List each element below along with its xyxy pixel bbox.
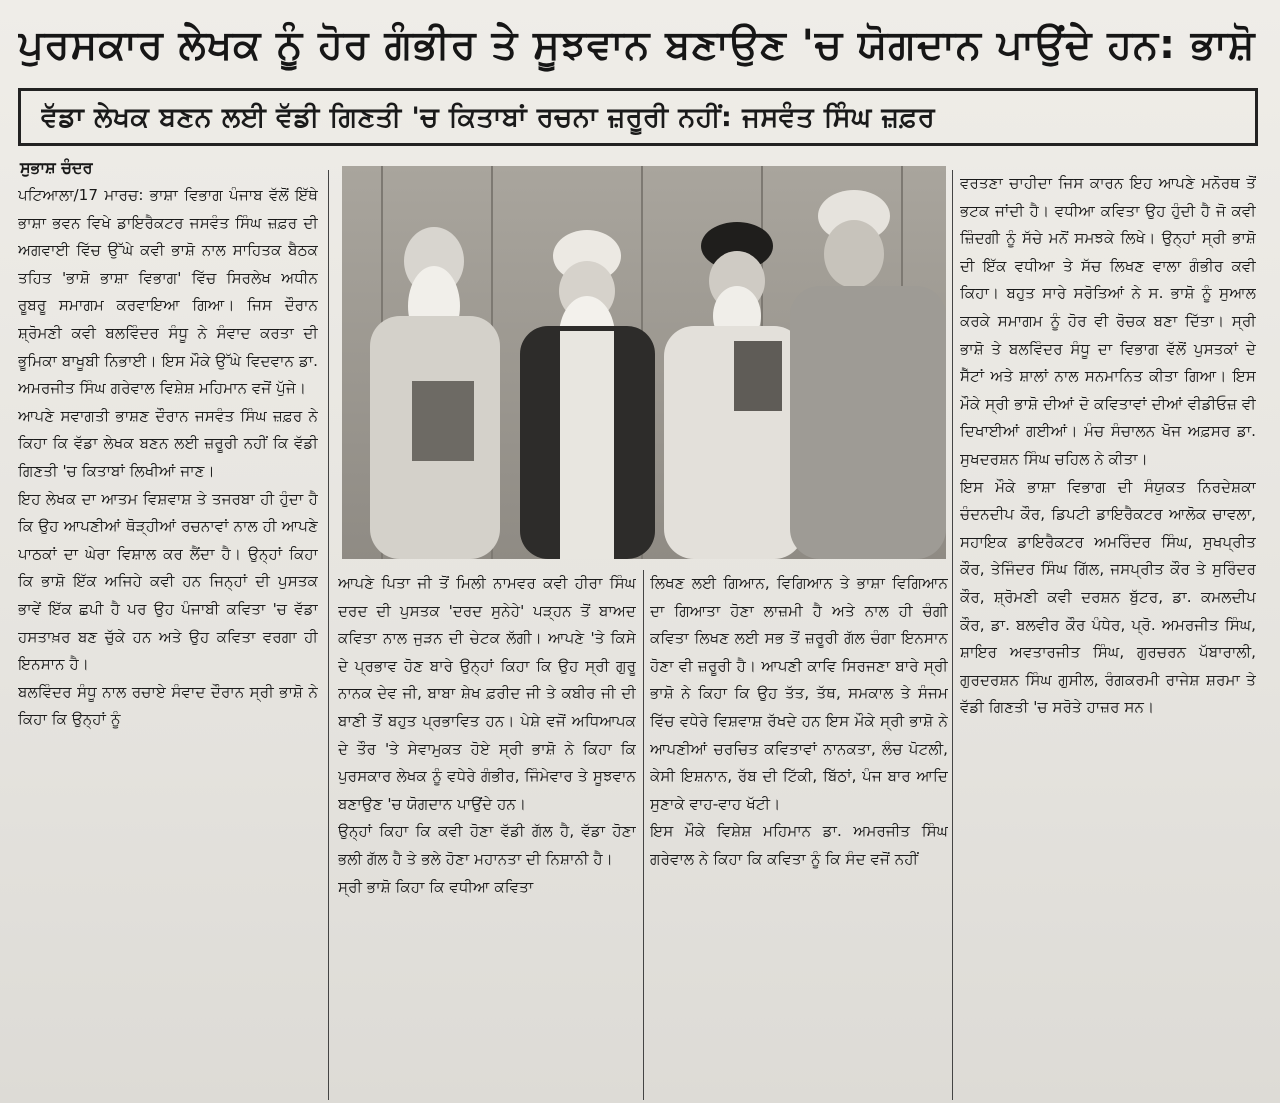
paragraph: ਇਹ ਲੇਖਕ ਦਾ ਆਤਮ ਵਿਸ਼ਵਾਸ਼ ਤੇ ਤਜਰਬਾ ਹੀ ਹੁੰਦਾ ਹੈ ਕਿ ਉਹ ਆਪਣੀਆਂ ਥੋੜ੍ਹੀਆਂ ਰਚਨਾਵਾਂ ਨਾਲ ਹੀ ਆਪਣੇ ਪਾਠਕਾਂ ਦਾ ਘੇਰਾ ਵਿਸ਼ਾਲ ਕਰ ਲੈਂਦਾ ਹੈ। ਉਨ੍ਹਾਂ ਕਿਹਾ ਕਿ ਭਾਸ਼ੋ ਇੱਕ ਅਜਿਹੇ ਕਵੀ ਹਨ ਜਿਨ੍ਹਾਂ ਦੀ ਪੁਸਤਕ ਭਾਵੇਂ ਇੱਕ ਛਪੀ ਹੈ ਪਰ ਉਹ ਪੰਜਾਬੀ ਕਵਿਤਾ 'ਚ ਵੱਡਾ ਹਸਤਾਖ਼ਰ ਬਣ ਚੁੱਕੇ ਹਨ ਅਤੇ ਉਹ ਕਵਿਤਾ ਵਰਗਾ ਹੀ ਇਨਸਾਨ ਹੈ। xyxy=(18,489,318,674)
article-column-3 xyxy=(650,570,948,1100)
article-column-2 xyxy=(338,570,636,1100)
paragraph: ਆਪਣੇ ਪਿਤਾ ਜੀ ਤੋਂ ਮਿਲੀ ਨਾਮਵਰ ਕਵੀ ਹੀਰਾ ਸਿੰਘ ਦਰਦ ਦੀ ਪੁਸਤਕ 'ਦਰਦ ਸੁਨੇਹੇ' ਪੜ੍ਹਨ ਤੋਂ ਬਾਅਦ ਕਵਿਤਾ ਨਾਲ ਜੁੜਨ ਦੀ ਚੇਟਕ ਲੱਗੀ। ਆਪਣੇ 'ਤੇ ਕਿਸੇ ਦੇ ਪ੍ਰਭਾਵ ਹੋਣ ਬਾਰੇ ਉਨ੍ਹਾਂ ਕਿਹਾ ਕਿ ਉਹ ਸ੍ਰੀ ਗੁਰੂ ਨਾਨਕ ਦੇਵ ਜੀ, ਬਾਬਾ ਸ਼ੇਖ ਫ਼ਰੀਦ ਜੀ ਤੇ ਕਬੀਰ ਜੀ ਦੀ ਬਾਣੀ ਤੋਂ ਬਹੁਤ ਪ੍ਰਭਾਵਿਤ ਹਨ। ਪੇਸ਼ੇ ਵਜੋਂ ਅਧਿਆਪਕ ਦੇ ਤੌਰ 'ਤੇ ਸੇਵਾਮੁਕਤ ਹੋਏ ਸ੍ਰੀ ਭਾਸ਼ੋ ਨੇ ਕਿਹਾ ਕਿ ਪੁਰਸਕਾਰ ਲੇਖਕ ਨੂੰ ਵਧੇਰੇ ਗੰਭੀਰ, ਜਿੰਮੇਵਾਰ ਤੇ ਸੂਝਵਾਨ ਬਣਾਉਣ 'ਚ ਯੋਗਦਾਨ ਪਾਉਂਦੇ ਹਨ। xyxy=(338,574,636,813)
paragraph: ਵਰਤਣਾ ਚਾਹੀਦਾ ਜਿਸ ਕਾਰਨ ਇਹ ਆਪਣੇ ਮਨੋਰਥ ਤੋਂ ਭਟਕ ਜਾਂਦੀ ਹੈ। ਵਧੀਆ ਕਵਿਤਾ ਉਹ ਹੁੰਦੀ ਹੈ ਜੋ ਕਵੀ ਜ਼ਿੰਦਗੀ ਨੂੰ ਸੱਚੇ ਮਨੋਂ ਸਮਝਕੇ ਲਿਖੇ। ਉਨ੍ਹਾਂ ਸ੍ਰੀ ਭਾਸ਼ੋ ਦੀ ਇੱਕ ਵਧੀਆ ਤੇ ਸੱਚ ਲਿਖਣ ਵਾਲਾ ਗੰਭੀਰ ਕਵੀ ਕਿਹਾ। ਬਹੁਤ ਸਾਰੇ ਸਰੋਤਿਆਂ ਨੇ ਸ. ਭਾਸ਼ੋ ਨੂੰ ਸੁਆਲ ਕਰਕੇ ਸਮਾਗਮ ਨੂੰ ਹੋਰ ਵੀ ਰੋਚਕ ਬਣਾ ਦਿੱਤਾ। ਸ੍ਰੀ ਭਾਸ਼ੋ ਤੇ ਬਲਵਿੰਦਰ ਸੰਧੂ ਦਾ ਵਿਭਾਗ ਵੱਲੋਂ ਪੁਸਤਕਾਂ ਦੇ ਸੈੱਟਾਂ ਅਤੇ ਸ਼ਾਲਾਂ ਨਾਲ ਸਨਮਾਨਿਤ ਕੀਤਾ ਗਿਆ। ਇਸ ਮੌਕੇ ਸ੍ਰੀ ਭਾਸ਼ੋ ਦੀਆਂ ਦੋ ਕਵਿਤਾਵਾਂ ਦੀਆਂ ਵੀਡੀਓਜ਼ ਵੀ ਦਿਖਾਈਆਂ ਗਈਆਂ। ਮੰਚ ਸੰਚਾਲਨ ਖੋਜ ਅਫ਼ਸਰ ਡਾ. ਸੁਖਦਰਸ਼ਨ ਸਿੰਘ ਚਹਿਲ ਨੇ ਕੀਤਾ। xyxy=(960,174,1256,468)
paragraph: ਲਿਖਣ ਲਈ ਗਿਆਨ, ਵਿਗਿਆਨ ਤੇ ਭਾਸ਼ਾ ਵਿਗਿਆਨ ਦਾ ਗਿਆਤਾ ਹੋਣਾ ਲਾਜ਼ਮੀ ਹੈ ਅਤੇ ਨਾਲ ਹੀ ਚੰਗੀ ਕਵਿਤਾ ਲਿਖਣ ਲਈ ਸਭ ਤੋਂ ਜ਼ਰੂਰੀ ਗੱਲ ਚੰਗਾ ਇਨਸਾਨ ਹੋਣਾ ਵੀ ਜ਼ਰੂਰੀ ਹੈ। ਆਪਣੀ ਕਾਵਿ ਸਿਰਜਣਾ ਬਾਰੇ ਸ੍ਰੀ ਭਾਸ਼ੋ ਨੇ ਕਿਹਾ ਕਿ ਉਹ ਤੱਤ, ਤੱਥ, ਸਮਕਾਲ ਤੇ ਸੰਜਮ ਵਿੱਚ ਵਧੇਰੇ ਵਿਸ਼ਵਾਸ਼ ਰੱਖਦੇ ਹਨ ਇਸ ਮੌਕੇ ਸ੍ਰੀ ਭਾਸ਼ੋ ਨੇ ਆਪਣੀਆਂ ਚਰਚਿਤ ਕਵਿਤਾਵਾਂ ਨਾਨਕਤਾ, ਲੰਚ ਪੋਟਲੀ, ਕੇਸੀ ਇਸ਼ਨਾਨ, ਰੱਬ ਦੀ ਟਿੱਕੀ, ਬਿੱਠਾਂ, ਪੰਜ ਬਾਰ ਆਦਿ ਸੁਣਾਕੇ ਵਾਹ-ਵਾਹ ਖੱਟੀ। xyxy=(650,574,948,813)
subheadline-box xyxy=(18,88,1258,146)
column-rule xyxy=(328,170,329,1100)
headline: ਪੁਰਸਕਾਰ ਲੇਖਕ ਨੂੰ ਹੋਰ ਗੰਭੀਰ ਤੇ ਸੂਝਵਾਨ ਬਣਾਉਣ 'ਚ ਯੋਗਦਾਨ ਪਾਉਂਦੇ ਹਨ: ਭਾਸ਼ੋ xyxy=(18,22,1256,68)
paragraph: ਬਲਵਿੰਦਰ ਸੰਧੂ ਨਾਲ ਰਚਾਏ ਸੰਵਾਦ ਦੌਰਾਨ ਸ੍ਰੀ ਭਾਸ਼ੋ ਨੇ ਕਿਹਾ ਕਿ ਉਨ੍ਹਾਂ ਨੂੰ xyxy=(18,682,318,729)
paragraph: ਇਸ ਮੌਕੇ ਵਿਸ਼ੇਸ਼ ਮਹਿਮਾਨ ਡਾ. ਅਮਰਜੀਤ ਸਿੰਘ ਗਰੇਵਾਲ ਨੇ ਕਿਹਾ ਕਿ ਕਵਿਤਾ ਨੂੰ ਕਿ ਸੰਦ ਵਜੋਂ ਨਹੀਂ xyxy=(650,822,948,868)
book-held xyxy=(412,381,474,461)
article-column-4 xyxy=(960,170,1256,1100)
byline: ਸੁਭਾਸ਼ ਚੰਦਰ xyxy=(20,158,93,177)
paragraph: ਆਪਣੇ ਸਵਾਗਤੀ ਭਾਸ਼ਣ ਦੌਰਾਨ ਜਸਵੰਤ ਸਿੰਘ ਜ਼ਫ਼ਰ ਨੇ ਕਿਹਾ ਕਿ ਵੱਡਾ ਲੇਖਕ ਬਣਨ ਲਈ ਜ਼ਰੂਰੀ ਨਹੀਂ ਕਿ ਵੱਡੀ ਗਿਣਤੀ 'ਚ ਕਿਤਾਬਾਂ ਲਿਖੀਆਂ ਜਾਣ। xyxy=(18,406,318,480)
column-rule xyxy=(952,170,953,1100)
plaque-held xyxy=(734,341,782,411)
paragraph: ਇਸ ਮੌਕੇ ਭਾਸ਼ਾ ਵਿਭਾਗ ਦੀ ਸੰਯੁਕਤ ਨਿਰਦੇਸ਼ਕਾ ਚੰਦਨਦੀਪ ਕੌਰ, ਡਿਪਟੀ ਡਾਇਰੈਕਟਰ ਆਲੋਕ ਚਾਵਲਾ, ਸਹਾਇਕ ਡਾਇਰੈਕਟਰ ਅਮਰਿੰਦਰ ਸਿੰਘ, ਸੁਖਪ੍ਰੀਤ ਕੌਰ, ਤੇਜਿੰਦਰ ਸਿੰਘ ਗਿੱਲ, ਜਸਪ੍ਰੀਤ ਕੌਰ ਤੇ ਸੁਰਿੰਦਰ ਕੌਰ, ਸ਼੍ਰੋਮਣੀ ਕਵੀ ਦਰਸ਼ਨ ਬੁੱਟਰ, ਡਾ. ਕਮਲਦੀਪ ਕੌਰ, ਡਾ. ਬਲਵੀਰ ਕੌਰ ਪੰਧੇਰ, ਪ੍ਰੋ. ਅਮਰਜੀਤ ਸਿੰਘ, ਸ਼ਾਇਰ ਅਵਤਾਰਜੀਤ ਸਿੰਘ, ਗੁਰਚਰਨ ਪੱਬਾਰਾਲੀ, ਗੁਰਦਰਸ਼ਨ ਸਿੰਘ ਗੁਸੀਲ, ਰੰਗਕਰਮੀ ਰਾਜੇਸ਼ ਸ਼ਰਮਾ ਤੇ ਵੱਡੀ ਗਿਣਤੀ 'ਚ ਸਰੋਤੇ ਹਾਜ਼ਰ ਸਨ। xyxy=(960,477,1256,717)
subheadline: ਵੱਡਾ ਲੇਖਕ ਬਣਨ ਲਈ ਵੱਡੀ ਗਿਣਤੀ 'ਚ ਕਿਤਾਬਾਂ ਰਚਨਾ ਜ਼ਰੂਰੀ ਨਹੀਂ: ਜਸਵੰਤ ਸਿੰਘ ਜ਼ਫ਼ਰ xyxy=(41,102,936,133)
news-photo xyxy=(342,166,946,559)
column-rule xyxy=(643,570,644,1100)
article-column-1 xyxy=(18,182,318,1100)
photo-illustration xyxy=(342,166,946,559)
paragraph: ਸ੍ਰੀ ਭਾਸ਼ੋ ਕਿਹਾ ਕਿ ਵਧੀਆ ਕਵਿਤਾ xyxy=(338,877,534,896)
paragraph: ਉਨ੍ਹਾਂ ਕਿਹਾ ਕਿ ਕਵੀ ਹੋਣਾ ਵੱਡੀ ਗੱਲ ਹੈ, ਵੱਡਾ ਹੋਣਾ ਭਲੀ ਗੱਲ ਹੈ ਤੇ ਭਲੇ ਹੋਣਾ ਮਹਾਨਤਾ ਦੀ ਨਿਸ਼ਾਨੀ ਹੈ। xyxy=(338,822,636,868)
paragraph: ਪਟਿਆਲਾ/17 ਮਾਰਚ: ਭਾਸ਼ਾ ਵਿਭਾਗ ਪੰਜਾਬ ਵੱਲੋਂ ਇੱਥੇ ਭਾਸ਼ਾ ਭਵਨ ਵਿਖੇ ਡਾਇਰੈਕਟਰ ਜਸਵੰਤ ਸਿੰਘ ਜ਼ਫ਼ਰ ਦੀ ਅਗਵਾਈ ਵਿੱਚ ਉੱਘੇ ਕਵੀ ਭਾਸ਼ੋ ਨਾਲ ਸਾਹਿਤਕ ਬੈਠਕ ਤਹਿਤ 'ਭਾਸ਼ੋ ਭਾਸ਼ਾ ਵਿਭਾਗ' ਵਿੱਚ ਸਿਰਲੇਖ ਅਧੀਨ ਰੂਬਰੂ ਸਮਾਗਮ ਕਰਵਾਇਆ ਗਿਆ। ਜਿਸ ਦੌਰਾਨ ਸ਼੍ਰੋਮਣੀ ਕਵੀ ਬਲਵਿੰਦਰ ਸੰਧੂ ਨੇ ਸੰਵਾਦ ਕਰਤਾ ਦੀ ਭੂਮਿਕਾ ਬਾਖੂਬੀ ਨਿਭਾਈ। ਇਸ ਮੌਕੇ ਉੱਘੇ ਵਿਦਵਾਨ ਡਾ. ਅਮਰਜੀਤ ਸਿੰਘ ਗਰੇਵਾਲ ਵਿਸ਼ੇਸ਼ ਮਹਿਮਾਨ ਵਜੋਂ ਪੁੱਜੇ। xyxy=(18,186,318,398)
